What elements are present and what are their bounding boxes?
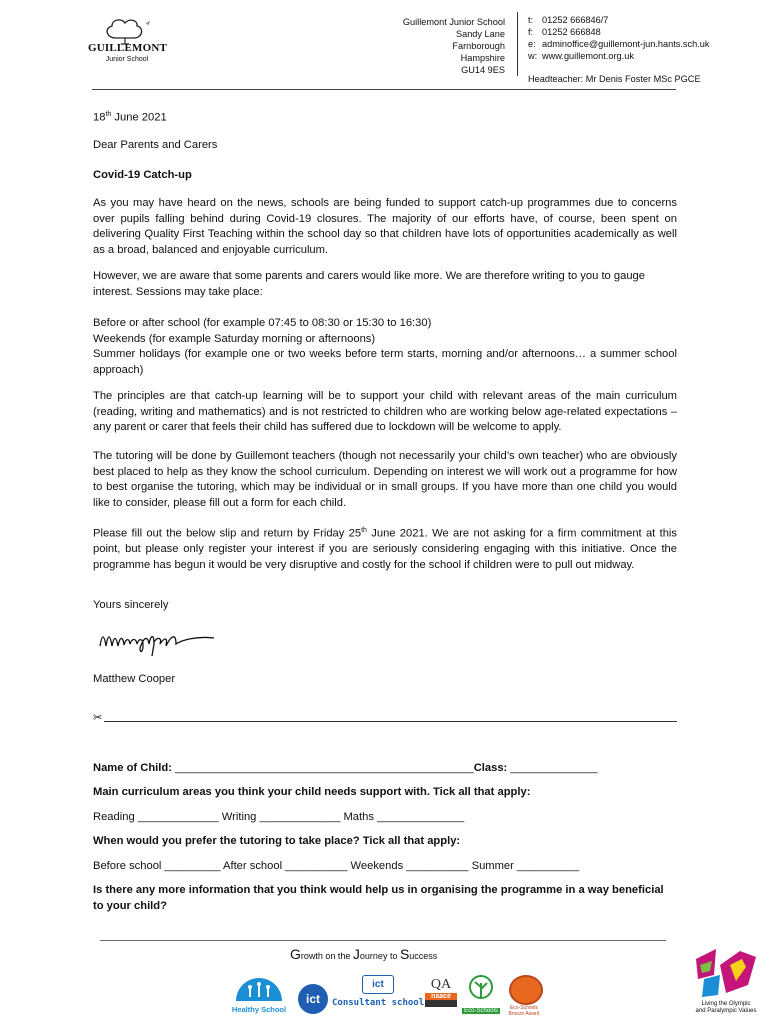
contact-email (528, 38, 758, 50)
contact-value: www.guillemont.org.uk (542, 51, 634, 61)
eco-tree-icon (462, 975, 500, 1003)
closing: Yours sincerely (93, 599, 169, 611)
qa-mark: QA (430, 977, 452, 992)
ict-mark: ict (362, 975, 394, 994)
curriculum-areas-fields[interactable]: Reading _____________ Writing _____________ Maths ______________ (93, 811, 465, 823)
child-name-field[interactable]: ________________________________________________ (175, 762, 474, 774)
header-rule (92, 89, 676, 90)
healthy-school-icon (228, 975, 290, 1001)
letter-date (93, 107, 677, 126)
salutation: Dear Parents and Carers (93, 139, 218, 151)
option-before-after: Before or after school (for example 07:45 to 08:30 or 15:30 to 16:30) (93, 317, 432, 329)
signer-name: Matthew Cooper (93, 673, 176, 685)
bronze-award-label: Eco-Schools Bronze Award (508, 1005, 540, 1017)
contact-key: w: (528, 51, 538, 61)
header-divider (517, 12, 518, 76)
naace-label: naace (425, 993, 457, 1000)
contact-phone (528, 14, 758, 26)
contact-key: f: (528, 27, 534, 37)
bronze-award-icon (509, 975, 543, 1005)
answer-line[interactable] (100, 940, 666, 941)
contact-website (528, 50, 758, 62)
motto-text: uccess (409, 951, 438, 961)
paragraph-5 (93, 523, 677, 574)
contact-key: t: (528, 15, 534, 25)
motto-cap: J (352, 946, 360, 962)
question-curriculum: Main curriculum areas you think your child needs support with. Tick all that apply: (93, 786, 531, 798)
ict-logo: ict (298, 984, 328, 1014)
option-summer: Summer holidays (for example one or two weeks before term starts, morning and/or afternoons… a summer school approach) (93, 348, 677, 376)
contact-fax (528, 26, 758, 38)
naace-strip (425, 1000, 457, 1007)
contact-value: adminoffice@guillemont-jun.hants.sch.uk (542, 39, 710, 49)
olympic-line-1: Living the Olympic (701, 1001, 751, 1007)
olympic-values-text (690, 1001, 762, 1015)
address-line: Hampshire (460, 53, 505, 63)
olympic-line-2: and Paralympic Values (695, 1008, 757, 1014)
date-day: 18 (93, 111, 106, 124)
ict-consultant-badge (332, 975, 424, 1011)
healthy-school-label: Healthy School (231, 1005, 287, 1014)
contact-details (528, 14, 758, 62)
paragraph-4: The tutoring will be done by Guillemont teachers (though not necessarily your child’s own teacher) who are obviously best placed to help as they know the school curriculum. Depending on interest we will work out a programme for how to best organise the tutoring, which may be individual or in small groups. If you have more than one child you would like to consider, please fill out a form for each child. (93, 450, 677, 509)
address-line: Sandy Lane (455, 29, 505, 39)
london-2012-logo-icon (690, 945, 762, 999)
eco-bronze-award-badge (504, 975, 544, 1017)
address-line: Guillemont Junior School (402, 17, 505, 27)
option-weekends: Weekends (for example Saturday morning or afternoons) (93, 332, 376, 345)
question-timing: When would you prefer the tutoring to take place? Tick all that apply: (93, 835, 461, 847)
question-more-info: Is there any more information that you think would help us in organising the programme in a way beneficial to your child? (93, 884, 664, 912)
name-class-row (93, 761, 677, 777)
logo-subtitle: Junior School (105, 56, 149, 63)
school-logo (88, 16, 166, 72)
paragraph-2: However, we are aware that some parents and carers would like more. We are therefore writing to you to gauge interest. Sessions may take place: (93, 270, 645, 298)
naace-qa-badge (425, 977, 457, 1011)
contact-value: 01252 666846/7 (542, 15, 609, 25)
name-label: Name of Child: (93, 762, 172, 774)
timing-fields[interactable]: Before school _________ After school __________ Weekends __________ Summer __________ (93, 860, 580, 872)
p5-suffix: th (361, 527, 367, 534)
motto-text: rowth on the (300, 951, 353, 961)
eco-schools-badge (462, 975, 500, 1013)
date-suffix: th (105, 111, 112, 118)
session-options (93, 316, 677, 378)
paragraph-3: The principles are that catch-up learning will be to support your child with relevant areas of the main curriculum (reading, writing and mathematics) and is not restricted to children who are working below age-related expectations – any parent or carer that feels their child has suffered due to lockdown will be welcome to apply. (93, 390, 677, 434)
contact-value: 01252 666848 (542, 27, 601, 37)
handwritten-signature (96, 624, 226, 658)
logo-wordmark: GUILLEMONT (88, 42, 168, 54)
p5-end: June 2021. We are not asking for a firm commitment at this point, but please only register your interest if you are seriously considering engaging with this initiative. Once the programme has begun it would be very disruptive and costly for the school if children were to pull out midway. (93, 527, 677, 571)
motto-text: ourney to (359, 951, 400, 961)
healthy-school-badge (228, 975, 290, 1014)
eco-schools-label: Eco-Schools (462, 1008, 500, 1014)
headteacher-line: Headteacher: Mr Denis Foster MSc PGCE (528, 74, 701, 84)
consultant-school-label: Consultant school (332, 998, 425, 1008)
p5-start: Please fill out the below slip and return by Friday 25 (93, 527, 362, 540)
contact-key: e: (528, 39, 536, 49)
olympic-values-badge (690, 945, 762, 1017)
paragraph-1: As you may have heard on the news, schools are being funded to support catch-up programmes due to concerns over pupils falling behind during Covid-19 closures. The majority of our efforts have, of course, been spent on delivering Quality First Teaching within the school day so that children have lots of opportunities academically as well as a broad, balanced and enjoyable curriculum. (93, 197, 677, 256)
motto-cap: S (399, 946, 410, 962)
cut-line (93, 711, 677, 724)
dashed-cut-rule (104, 721, 677, 722)
address-line: Farnborough (452, 41, 505, 51)
motto-cap: G (290, 946, 301, 962)
date-rest: June 2021 (111, 111, 167, 124)
school-address (400, 16, 505, 76)
letter-subject: Covid-19 Catch-up (93, 169, 192, 181)
address-line: GU14 9ES (461, 65, 505, 75)
class-label: Class: (473, 762, 508, 774)
scissors-icon: ✂ (93, 712, 103, 724)
school-motto (290, 946, 437, 962)
class-field[interactable]: ______________ (510, 762, 598, 774)
